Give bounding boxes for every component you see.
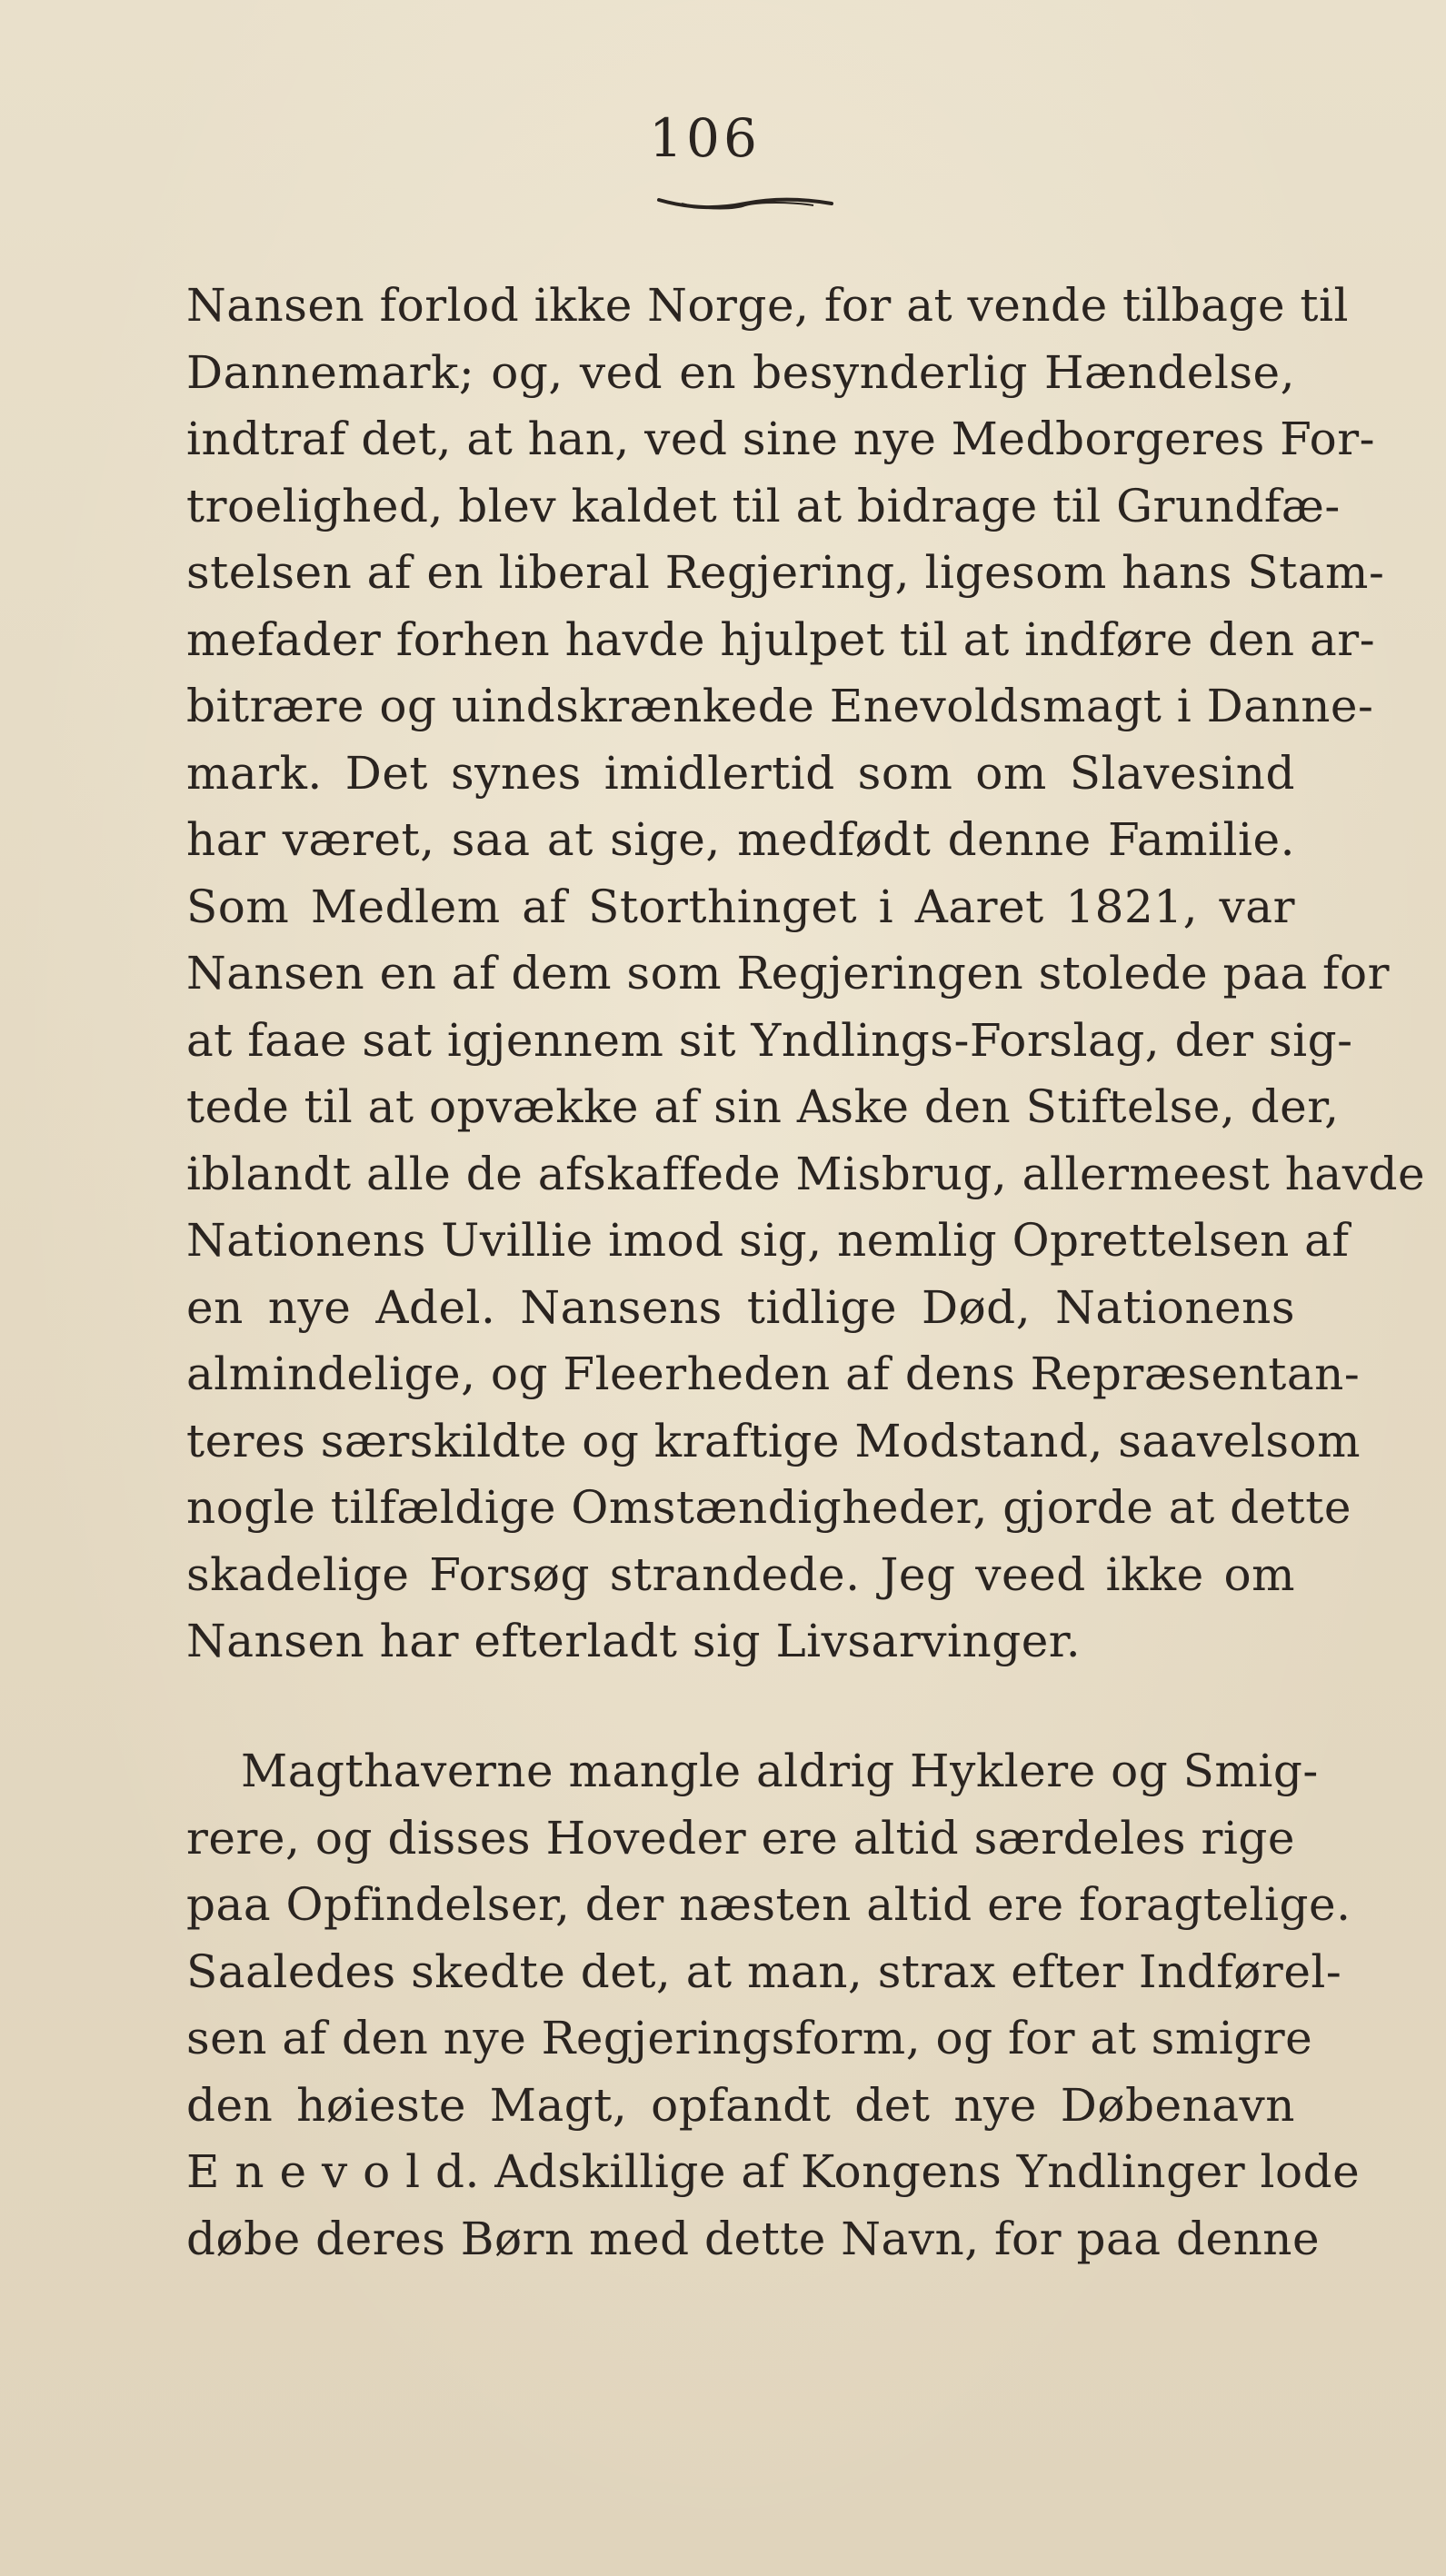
text-line: Saaledes skedte det, at man, strax efter Indførel- [186,1944,1342,1998]
text-line: troelighed, blev kaldet til at bidrage til Grundfæ- [186,479,1341,532]
text-line: Nansen forlod ikke Norge, for at vende tilbage til [186,279,1350,332]
text-line: rere, og disses Hoveder ere altid særdeles rige [186,1811,1295,1865]
text-line: bitrære og uindskrænkede Enevoldsmagt i Danne- [186,680,1374,732]
text-line: teres særskildte og kraftige Modstand, saavelsom [186,1414,1361,1467]
text-line: paa Opfindelser, der næsten altid ere foragtelige. [186,1878,1351,1931]
text-line: en nye Adel. Nansens tidlige Død, Nationens [186,1280,1295,1334]
text-line: almindelige, og Fleerheden af dens Repræsentan- [186,1348,1361,1400]
text-line: mark. Det synes imidlertid som om Slavesind [186,746,1295,800]
text-line: Nationens Uvillie imod sig, nemlig Oprettelsen af [186,1214,1350,1267]
text-line: nogle tilfældige Omstændigheder, gjorde at dette [186,1481,1351,1534]
text-line: stelsen af en liberal Regjering, ligesom hans Stam- [186,546,1385,599]
text-line: Magthaverne mangle aldrig Hyklere og Smig- [241,1745,1319,1797]
text-line: indtraf det, at han, ved sine nye Medborgeres For- [186,413,1375,465]
text-line: iblandt alle de afskaffede Misbrug, allermeest havde [186,1147,1426,1200]
paragraph-2 [186,1738,1361,2273]
text-line: har været, saa at sige, medfødt denne Familie. [186,813,1295,866]
wavy-rule-ornament [654,189,836,216]
text-line: sen af den nye Regjeringsform, og for at smigre [186,2012,1313,2064]
text-line: Som Medlem af Storthinget i Aaret 1821, var [186,880,1295,933]
text-line: døbe deres Børn med dette Navn, for paa denne [186,2212,1321,2265]
text-line: tede til at opvække af sin Aske den Stiftelse, der, [186,1080,1340,1133]
text-line: skadelige Forsøg strandede. Jeg veed ikke om [186,1547,1295,1601]
page-number: 106 [649,107,761,169]
text-line: Nansen har efterladt sig Livsarvinger. [186,1615,1082,1667]
text-line: at faae sat igjennem sit Yndlings-Forslag, der sig- [186,1013,1353,1067]
text-line: E n e v o l d. Adskillige af Kongens Yndlinger lode [186,2145,1361,2198]
text-line: Nansen en af dem som Regjeringen stolede paa for [186,947,1391,1000]
text-line: Dannemark; og, ved en besynderlig Hændelse, [186,345,1295,399]
text-line: mefader forhen havde hjulpet til at indføre den ar- [186,612,1376,666]
text-line: den høieste Magt, opfandt det nye Døbenavn [186,2078,1295,2132]
paragraph-1 [186,273,1426,1676]
